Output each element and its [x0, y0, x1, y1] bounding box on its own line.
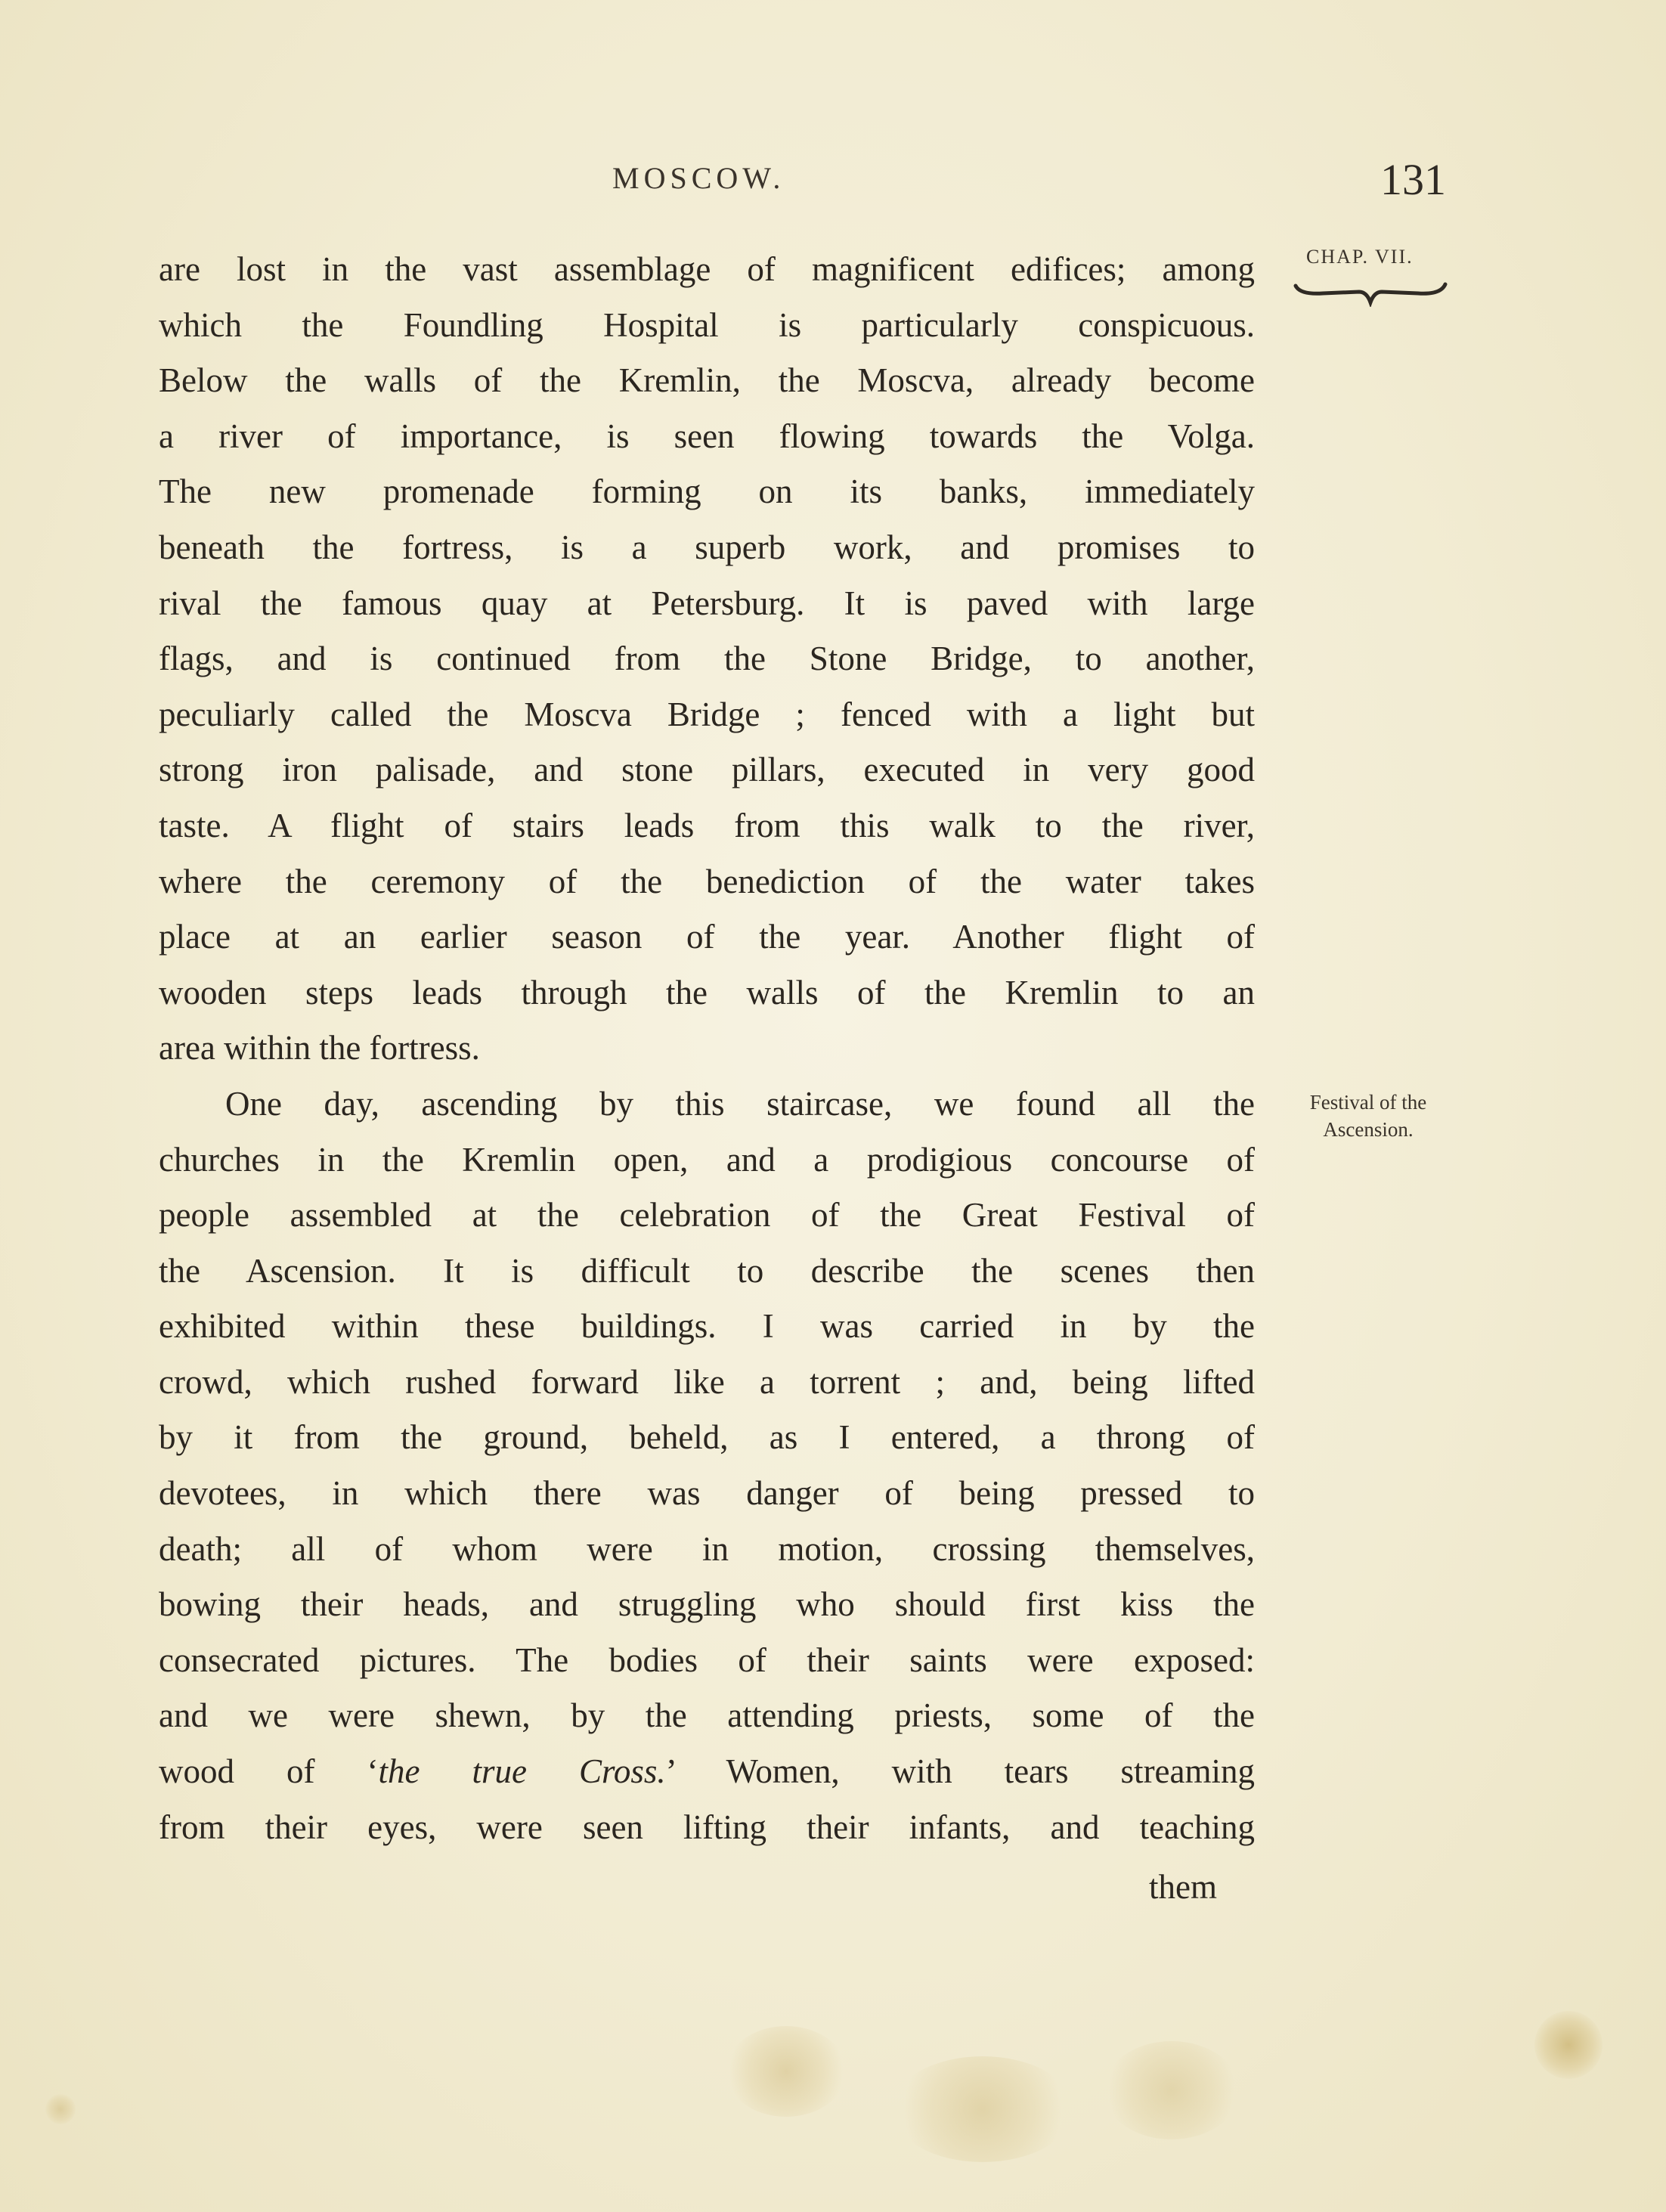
catchword: them [1149, 1868, 1217, 1906]
text-line: crowd, which rushed forward like a torrent ; and, being lifted [159, 1362, 1255, 1401]
body-text [159, 242, 1255, 1855]
text-line: peculiarly called the Moscva Bridge ; fenced with a light but [159, 695, 1255, 733]
text-line: bowing their heads, and struggling who should first kiss the [159, 1585, 1255, 1624]
text-fragment: wood of ‘ [159, 1752, 379, 1791]
text-line: exhibited within these buildings. I was carried in by the [159, 1307, 1255, 1346]
foxing-stain [45, 2094, 76, 2124]
text-line: are lost in the vast assemblage of magnificent edifices; among [159, 250, 1255, 288]
text-line: One day, ascending by this staircase, we found all the [225, 1084, 1255, 1123]
text-line: place at an earlier season of the year. Another flight of [159, 918, 1255, 956]
text-line: Below the walls of the Kremlin, the Moscva, already become [159, 361, 1255, 400]
brace-ornament-icon [1293, 281, 1448, 307]
text-line: a river of importance, is seen flowing towards the Volga. [159, 417, 1255, 455]
foxing-stain [726, 2026, 847, 2117]
text-line: where the ceremony of the benediction of the water takes [159, 862, 1255, 900]
foxing-stain [1104, 2041, 1240, 2139]
text-line: death; all of whom were in motion, crossing themselves, [159, 1529, 1255, 1568]
text-line: rival the famous quay at Petersburg. It is paved with large [159, 584, 1255, 622]
running-title: MOSCOW. [612, 161, 785, 195]
text-line: The new promenade forming on its banks, immediately [159, 472, 1255, 511]
text-line: and we were shewn, by the attending priests, some of the [159, 1696, 1255, 1735]
chapter-marginal-label: CHAP. VII. [1306, 246, 1414, 268]
text-line: people assembled at the celebration of the Great Festival of [159, 1196, 1255, 1235]
text-line: wooden steps leads through the walls of the Kremlin to an [159, 973, 1255, 1012]
text-line: area within the fortress. [159, 1029, 480, 1067]
italic-phrase: the true Cross. [378, 1752, 666, 1791]
text-line [159, 1744, 1255, 1800]
text-line: churches in the Kremlin open, and a prodigious concourse of [159, 1140, 1255, 1179]
text-line: devotees, in which there was danger of being pressed to [159, 1474, 1255, 1513]
text-line: consecrated pictures. The bodies of their saints were exposed: [159, 1640, 1255, 1679]
text-line: which the Foundling Hospital is particularly conspicuous. [159, 305, 1255, 344]
text-line: the Ascension. It is difficult to describe the scenes then [159, 1251, 1255, 1290]
text-line: beneath the fortress, is a superb work, and promises to [159, 528, 1255, 566]
text-line: taste. A flight of stairs leads from this walk to the river, [159, 806, 1255, 844]
foxing-stain [1534, 2011, 1603, 2079]
text-line: strong iron palisade, and stone pillars, executed in very good [159, 751, 1255, 789]
page-number: 131 [1380, 155, 1446, 204]
text-fragment: ’ Women, with tears streaming [665, 1752, 1255, 1791]
text-line: from their eyes, were seen lifting their infants, and teaching [159, 1808, 1255, 1846]
side-note-festival: Festival of the Ascension. [1309, 1091, 1427, 1141]
text-line: by it from the ground, beheld, as I entered, a throng of [159, 1418, 1255, 1457]
foxing-stain [892, 2056, 1073, 2162]
text-line: flags, and is continued from the Stone Bridge, to another, [159, 640, 1255, 678]
